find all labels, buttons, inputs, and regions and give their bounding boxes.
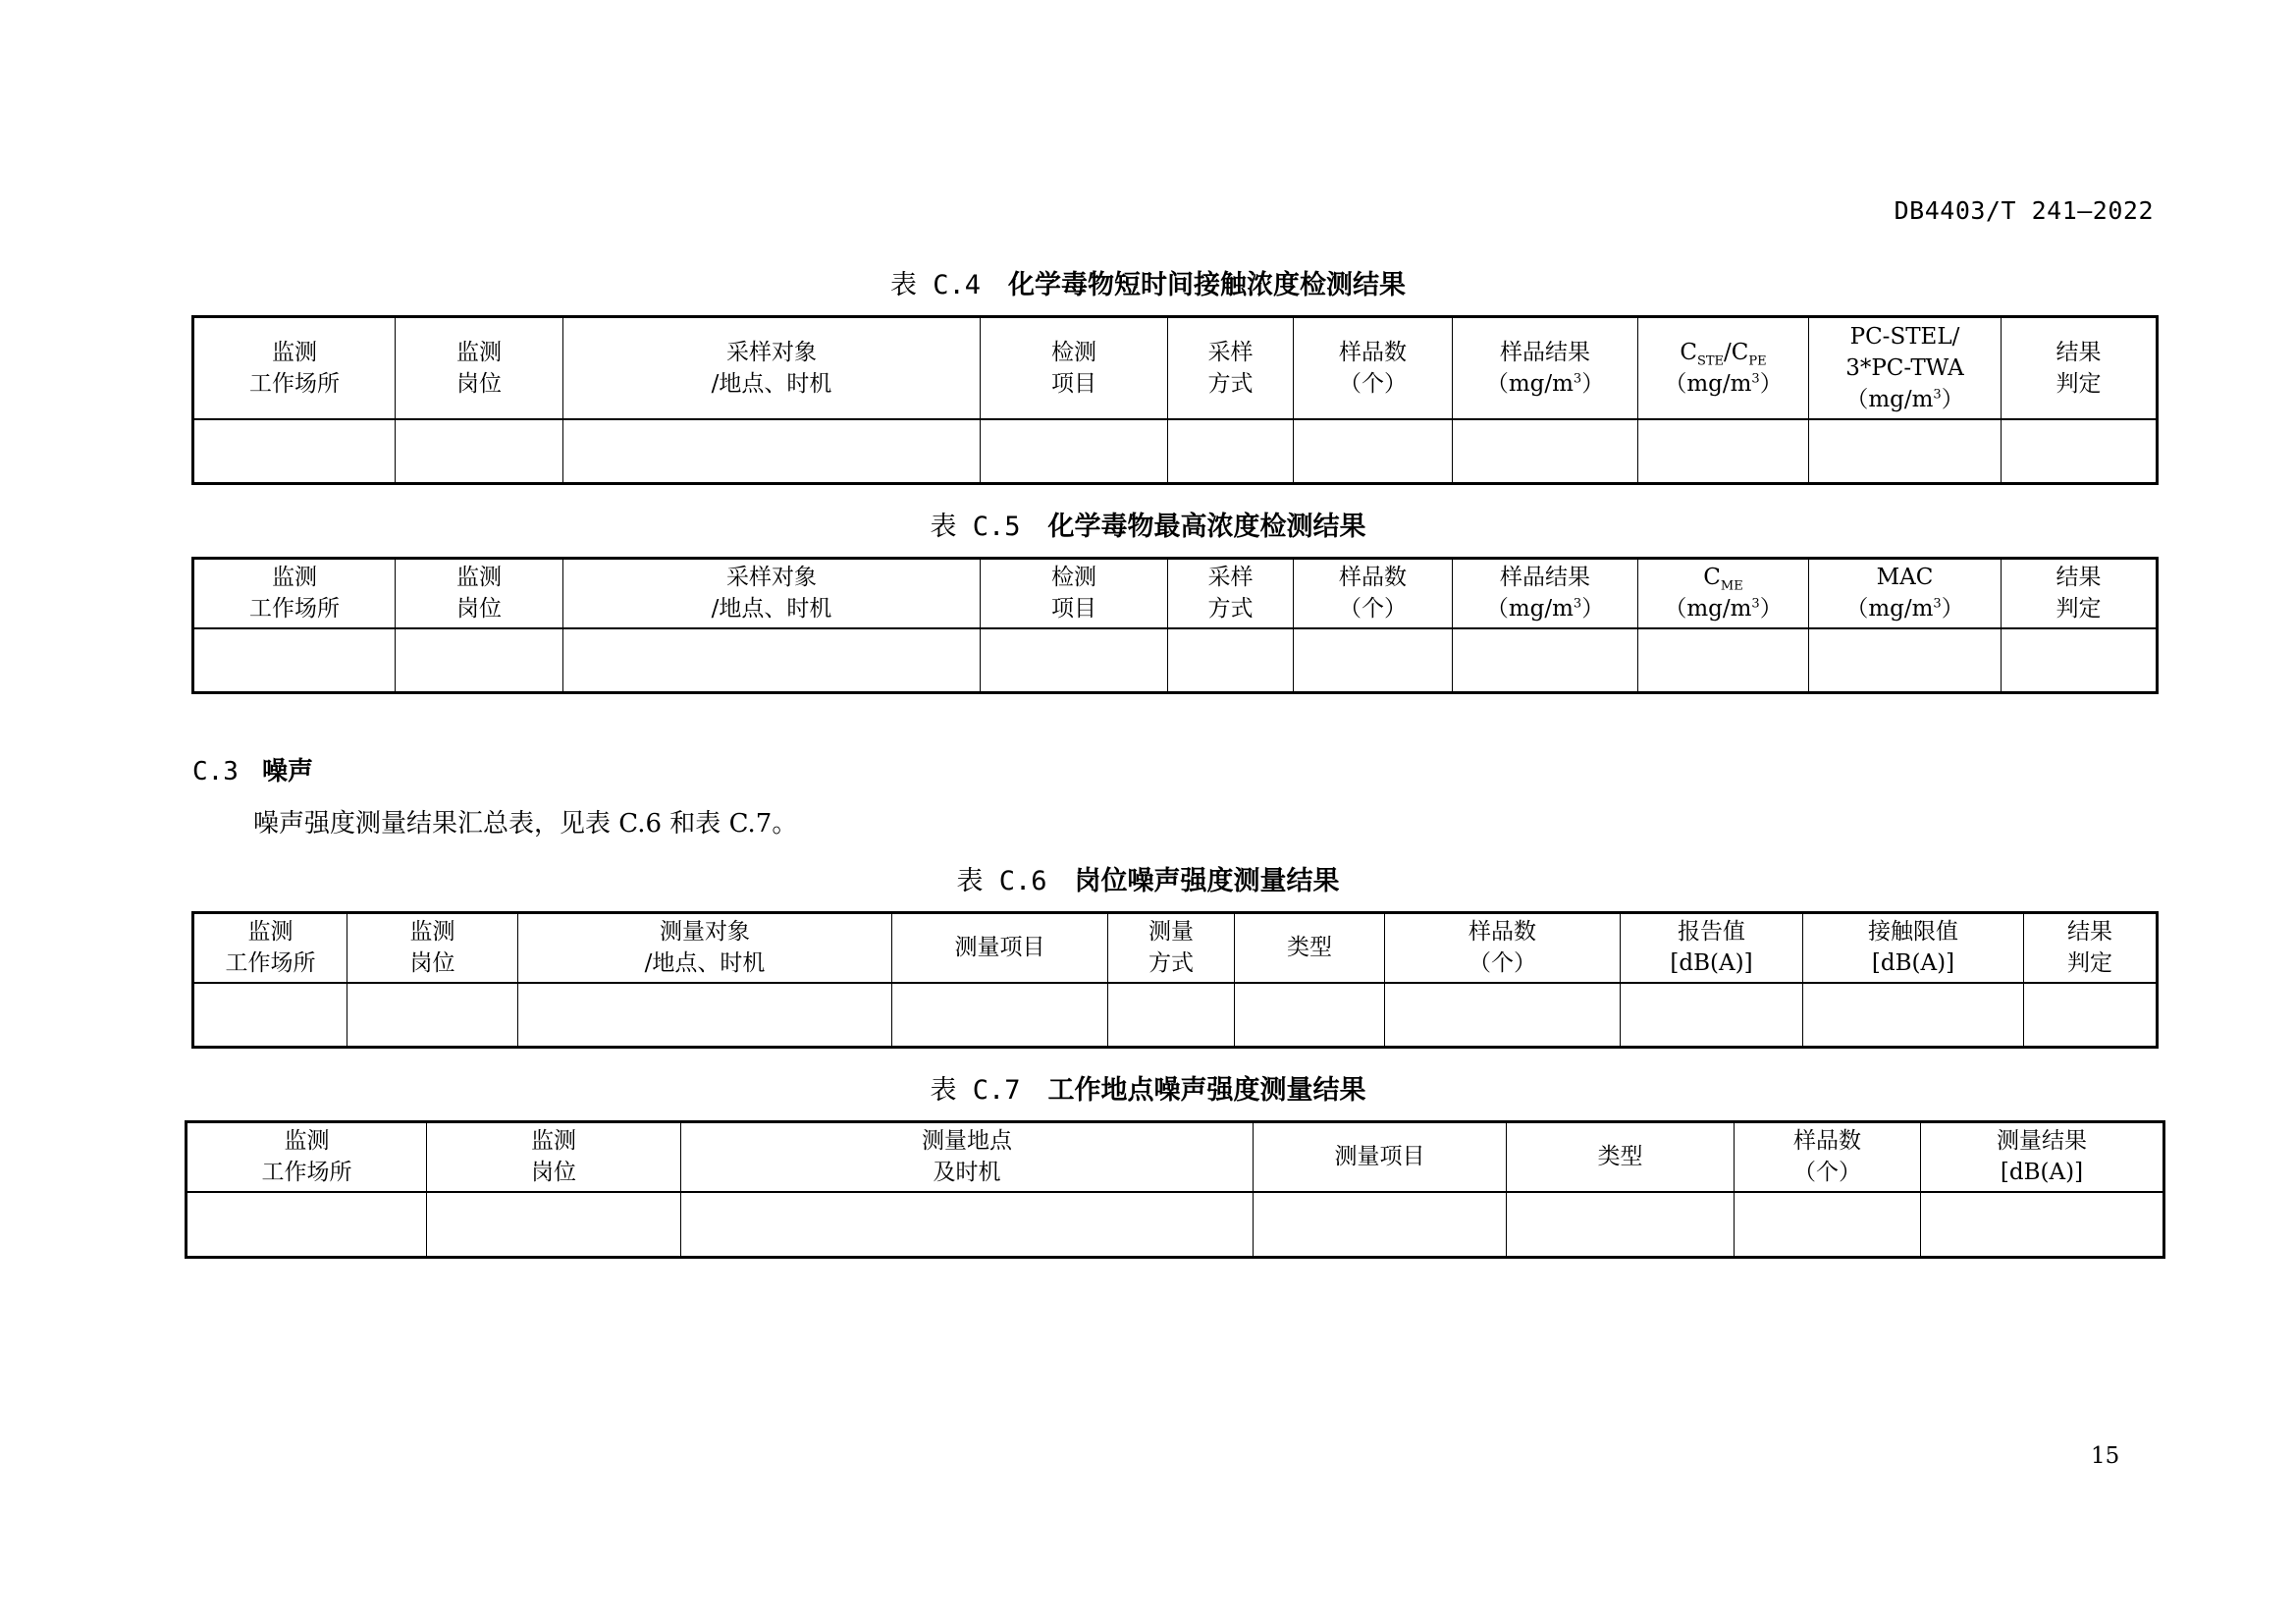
table-row xyxy=(187,1192,2164,1258)
header-sample-count: 样品数 （个） xyxy=(1385,913,1621,983)
header-pc-stel: PC-STEL/ 3*PC-TWA $(mg/m^3)$ xyxy=(1809,317,2002,419)
table-c7-title: 工作地点噪声强度测量结果 xyxy=(1047,1075,1366,1106)
header-post: 监测 岗位 xyxy=(427,1122,681,1192)
table-cell xyxy=(1168,628,1294,693)
table-c5-number: 表 C.5 xyxy=(930,512,1021,542)
table-c6-number: 表 C.6 xyxy=(956,866,1047,896)
table-c7-caption xyxy=(0,1068,2296,1107)
table-row xyxy=(193,983,2158,1048)
header-workplace: 监测 工作场所 xyxy=(193,913,347,983)
header-sample-count: 样品数 （个） xyxy=(1735,1122,1921,1192)
header-reported-value: 报告值 [dB(A)] xyxy=(1621,913,1803,983)
table-cell xyxy=(2002,419,2158,484)
header-mac: MAC $(mg/m^3)$ xyxy=(1809,559,2002,628)
table-cell xyxy=(427,1192,681,1258)
table-cell xyxy=(2002,628,2158,693)
table-c6 xyxy=(191,911,2159,1049)
page-number: 15 xyxy=(2091,1443,2120,1469)
table-cell xyxy=(563,628,981,693)
table-c4 xyxy=(191,315,2159,485)
table-cell xyxy=(1254,1192,1507,1258)
header-test-item: 检测 项目 xyxy=(981,317,1168,419)
table-c6-title: 岗位噪声强度测量结果 xyxy=(1074,866,1340,896)
table-cell xyxy=(187,1192,427,1258)
table-cell xyxy=(396,419,563,484)
table-c4-title: 化学毒物短时间接触浓度检测结果 xyxy=(1008,270,1407,300)
table-cell xyxy=(1235,983,1385,1048)
table-cell xyxy=(193,983,347,1048)
header-sample-result: 样品结果 $(mg/m^3)$ xyxy=(1453,559,1638,628)
table-cell xyxy=(2024,983,2158,1048)
table-cell xyxy=(1294,419,1453,484)
header-sample-count: 样品数 （个） xyxy=(1294,317,1453,419)
table-cell xyxy=(1809,628,2002,693)
table-cell xyxy=(681,1192,1254,1258)
table-c5-title: 化学毒物最高浓度检测结果 xyxy=(1047,512,1366,542)
table-cell xyxy=(347,983,518,1048)
table-cell xyxy=(1294,628,1453,693)
header-cme: $C_{ME}$ $(mg/m^3)$ xyxy=(1638,559,1809,628)
table-cell xyxy=(1638,628,1809,693)
table-cell xyxy=(892,983,1108,1048)
header-measurement-method: 测量 方式 xyxy=(1108,913,1235,983)
header-measurement-item: 测量项目 xyxy=(892,913,1108,983)
table-cell xyxy=(193,628,396,693)
table-cell xyxy=(1453,628,1638,693)
header-post: 监测 岗位 xyxy=(347,913,518,983)
header-judgement: 结果 判定 xyxy=(2024,913,2158,983)
header-exposure-limit: 接触限值 [dB(A)] xyxy=(1803,913,2024,983)
table-cell xyxy=(1385,983,1621,1048)
section-heading xyxy=(192,751,313,787)
header-sampling-object: 采样对象 /地点、时机 xyxy=(563,559,981,628)
header-type: 类型 xyxy=(1507,1122,1735,1192)
table-c7-number: 表 C.7 xyxy=(930,1075,1021,1106)
header-measurement-location: 测量地点 及时机 xyxy=(681,1122,1254,1192)
header-cste-cpe: $C_{STE}/C_{PE}$ $(mg/m^3)$ xyxy=(1638,317,1809,419)
table-cell xyxy=(981,419,1168,484)
header-sampling-object: 采样对象 /地点、时机 xyxy=(563,317,981,419)
table-cell xyxy=(981,628,1168,693)
table-cell xyxy=(1453,419,1638,484)
document-code: DB4403/T 241—2022 xyxy=(1894,196,2154,225)
table-c4-number: 表 C.4 xyxy=(889,270,982,300)
header-sample-result: 样品结果 $(mg/m^3)$ xyxy=(1453,317,1638,419)
table-cell xyxy=(1809,419,2002,484)
header-judgement: 结果 判定 xyxy=(2002,317,2158,419)
header-post: 监测 岗位 xyxy=(396,559,563,628)
header-test-item: 检测 项目 xyxy=(981,559,1168,628)
header-sampling-method: 采样 方式 xyxy=(1168,317,1294,419)
table-c5 xyxy=(191,557,2159,694)
table-cell xyxy=(518,983,892,1048)
header-workplace: 监测 工作场所 xyxy=(193,317,396,419)
section-title: 噪声 xyxy=(261,757,313,786)
header-measurement-item: 测量项目 xyxy=(1254,1122,1507,1192)
header-post: 监测 岗位 xyxy=(396,317,563,419)
table-cell xyxy=(1507,1192,1735,1258)
table-c5-caption xyxy=(0,505,2296,543)
table-cell xyxy=(1921,1192,2164,1258)
table-cell xyxy=(1803,983,2024,1048)
table-cell xyxy=(1621,983,1803,1048)
table-cell xyxy=(563,419,981,484)
table-cell xyxy=(193,419,396,484)
header-sampling-method: 采样 方式 xyxy=(1168,559,1294,628)
table-cell xyxy=(1168,419,1294,484)
table-cell xyxy=(1638,419,1809,484)
table-c4-caption xyxy=(0,263,2296,301)
table-row xyxy=(193,419,2158,484)
header-sample-count: 样品数 （个） xyxy=(1294,559,1453,628)
header-judgement: 结果 判定 xyxy=(2002,559,2158,628)
table-row xyxy=(193,628,2158,693)
table-cell xyxy=(1108,983,1235,1048)
header-workplace: 监测 工作场所 xyxy=(187,1122,427,1192)
section-number: C.3 xyxy=(192,757,239,786)
table-c6-caption xyxy=(0,859,2296,897)
table-c7 xyxy=(185,1120,2165,1259)
section-paragraph: 噪声强度测量结果汇总表，见表 C.6 和表 C.7。 xyxy=(253,809,798,839)
table-cell xyxy=(396,628,563,693)
header-type: 类型 xyxy=(1235,913,1385,983)
header-workplace: 监测 工作场所 xyxy=(193,559,396,628)
header-measurement-result: 测量结果 [dB(A)] xyxy=(1921,1122,2164,1192)
header-measurement-object: 测量对象 /地点、时机 xyxy=(518,913,892,983)
table-cell xyxy=(1735,1192,1921,1258)
